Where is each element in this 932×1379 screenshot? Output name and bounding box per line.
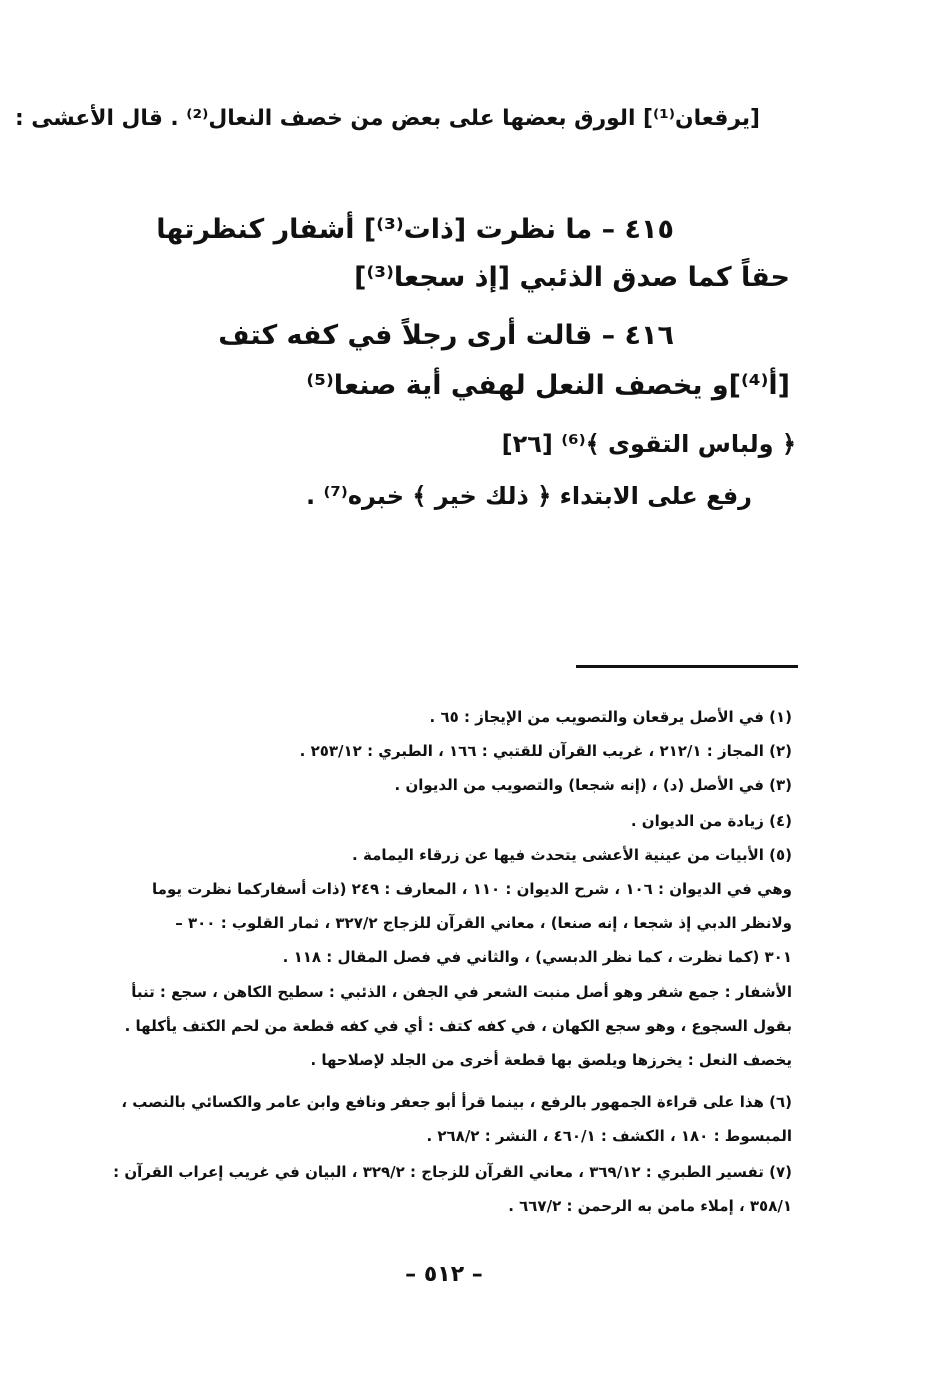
footnote-5-continuation: ولانظر الدبي إذ شجعا ، إنه صنعا) ، معاني القرآن للزجاج ٣٢٧/٢ ، ثمار القلوب : ٣٠٠ – xyxy=(175,914,792,932)
footnote-5-continuation: الأشفار : جمع شفر وهو أصل منبت الشعر في الجفن ، الذئبي : سطيح الكاهن ، سجع : تنبأ xyxy=(131,983,792,1001)
verse-415-second: حقاً كما صدق الذئبي [إذ سجعا⁽³⁾] xyxy=(354,262,790,293)
quran-verse-reference: ﴿ ولباس التقوى ﴾⁽⁶⁾ [٢٦] xyxy=(501,430,796,458)
footnote-1: (١) في الأصل يرقعان والتصويب من الإيجاز : ٦٥ . xyxy=(429,708,792,726)
intro-line: [يرقعان⁽¹⁾] الورق بعضها على بعض من خصف النعال⁽²⁾ . قال الأعشى : xyxy=(14,106,760,131)
footnote-2: (٢) المجاز : ٢١٢/١ ، غريب القرآن للقتبي : ١٦٦ ، الطبري : ٢٥٣/١٢ . xyxy=(299,742,792,760)
quran-explanation: رفع على الابتداء ﴿ ذلك خير ﴾ خبره⁽⁷⁾ . xyxy=(306,482,752,510)
footnote-7: (٧) تفسير الطبري : ٣٦٩/١٢ ، معاني القرآن للزجاج : ٣٢٩/٢ ، البيان في غريب إعراب القرآن : xyxy=(113,1163,792,1181)
footnote-5-continuation: ٣٠١ (كما نظرت ، كما نظر الدبسي) ، والثاني في فصل المقال : ١١٨ . xyxy=(282,948,792,966)
footnote-7-continuation: ٣٥٨/١ ، إملاء مامن به الرحمن : ٦٦٧/٢ . xyxy=(508,1197,792,1215)
footnote-6: (٦) هذا على قراءة الجمهور بالرفع ، بينما قرأ أبو جعفر ونافع وابن عامر والكسائي بالنصب ، xyxy=(121,1093,792,1111)
footnote-5-continuation: بقول السجوع ، وهو سجع الكهان ، في كفه كتف : أي في كفه قطعة من لحم الكتف يأكلها . xyxy=(124,1017,792,1035)
verse-416-first: ٤١٦ – قالت أرى رجلاً في كفه كتف xyxy=(218,320,674,351)
footnote-5-continuation: يخصف النعل : يخرزها ويلصق بها قطعة أخرى من الجلد لإصلاحها . xyxy=(310,1051,792,1069)
page-number: – ٥١٢ – xyxy=(405,1262,483,1287)
footnote-6-continuation: المبسوط : ١٨٠ ، الكشف : ٤٦٠/١ ، النشر : ٢٦٨/٢ . xyxy=(426,1127,792,1145)
footnote-separator xyxy=(576,665,798,668)
verse-415-first: ٤١٥ – ما نظرت [ذات⁽³⁾] أشفار كنظرتها xyxy=(156,214,674,245)
verse-416-second: [أ⁽⁴⁾]و يخصف النعل لهفي أية صنعا⁽⁵⁾ xyxy=(306,370,790,401)
footnote-5-continuation: وهي في الديوان : ١٠٦ ، شرح الديوان : ١١٠ ، المعارف : ٢٤٩ (ذات أسفاركما نظرت يوما xyxy=(152,880,792,898)
footnote-5: (٥) الأبيات من عينية الأعشى يتحدث فيها عن زرقاء اليمامة . xyxy=(352,846,792,864)
footnote-3: (٣) في الأصل (د) ، (إنه شجعا) والتصويب من الديوان . xyxy=(394,776,792,794)
footnote-4: (٤) زيادة من الديوان . xyxy=(630,812,792,830)
